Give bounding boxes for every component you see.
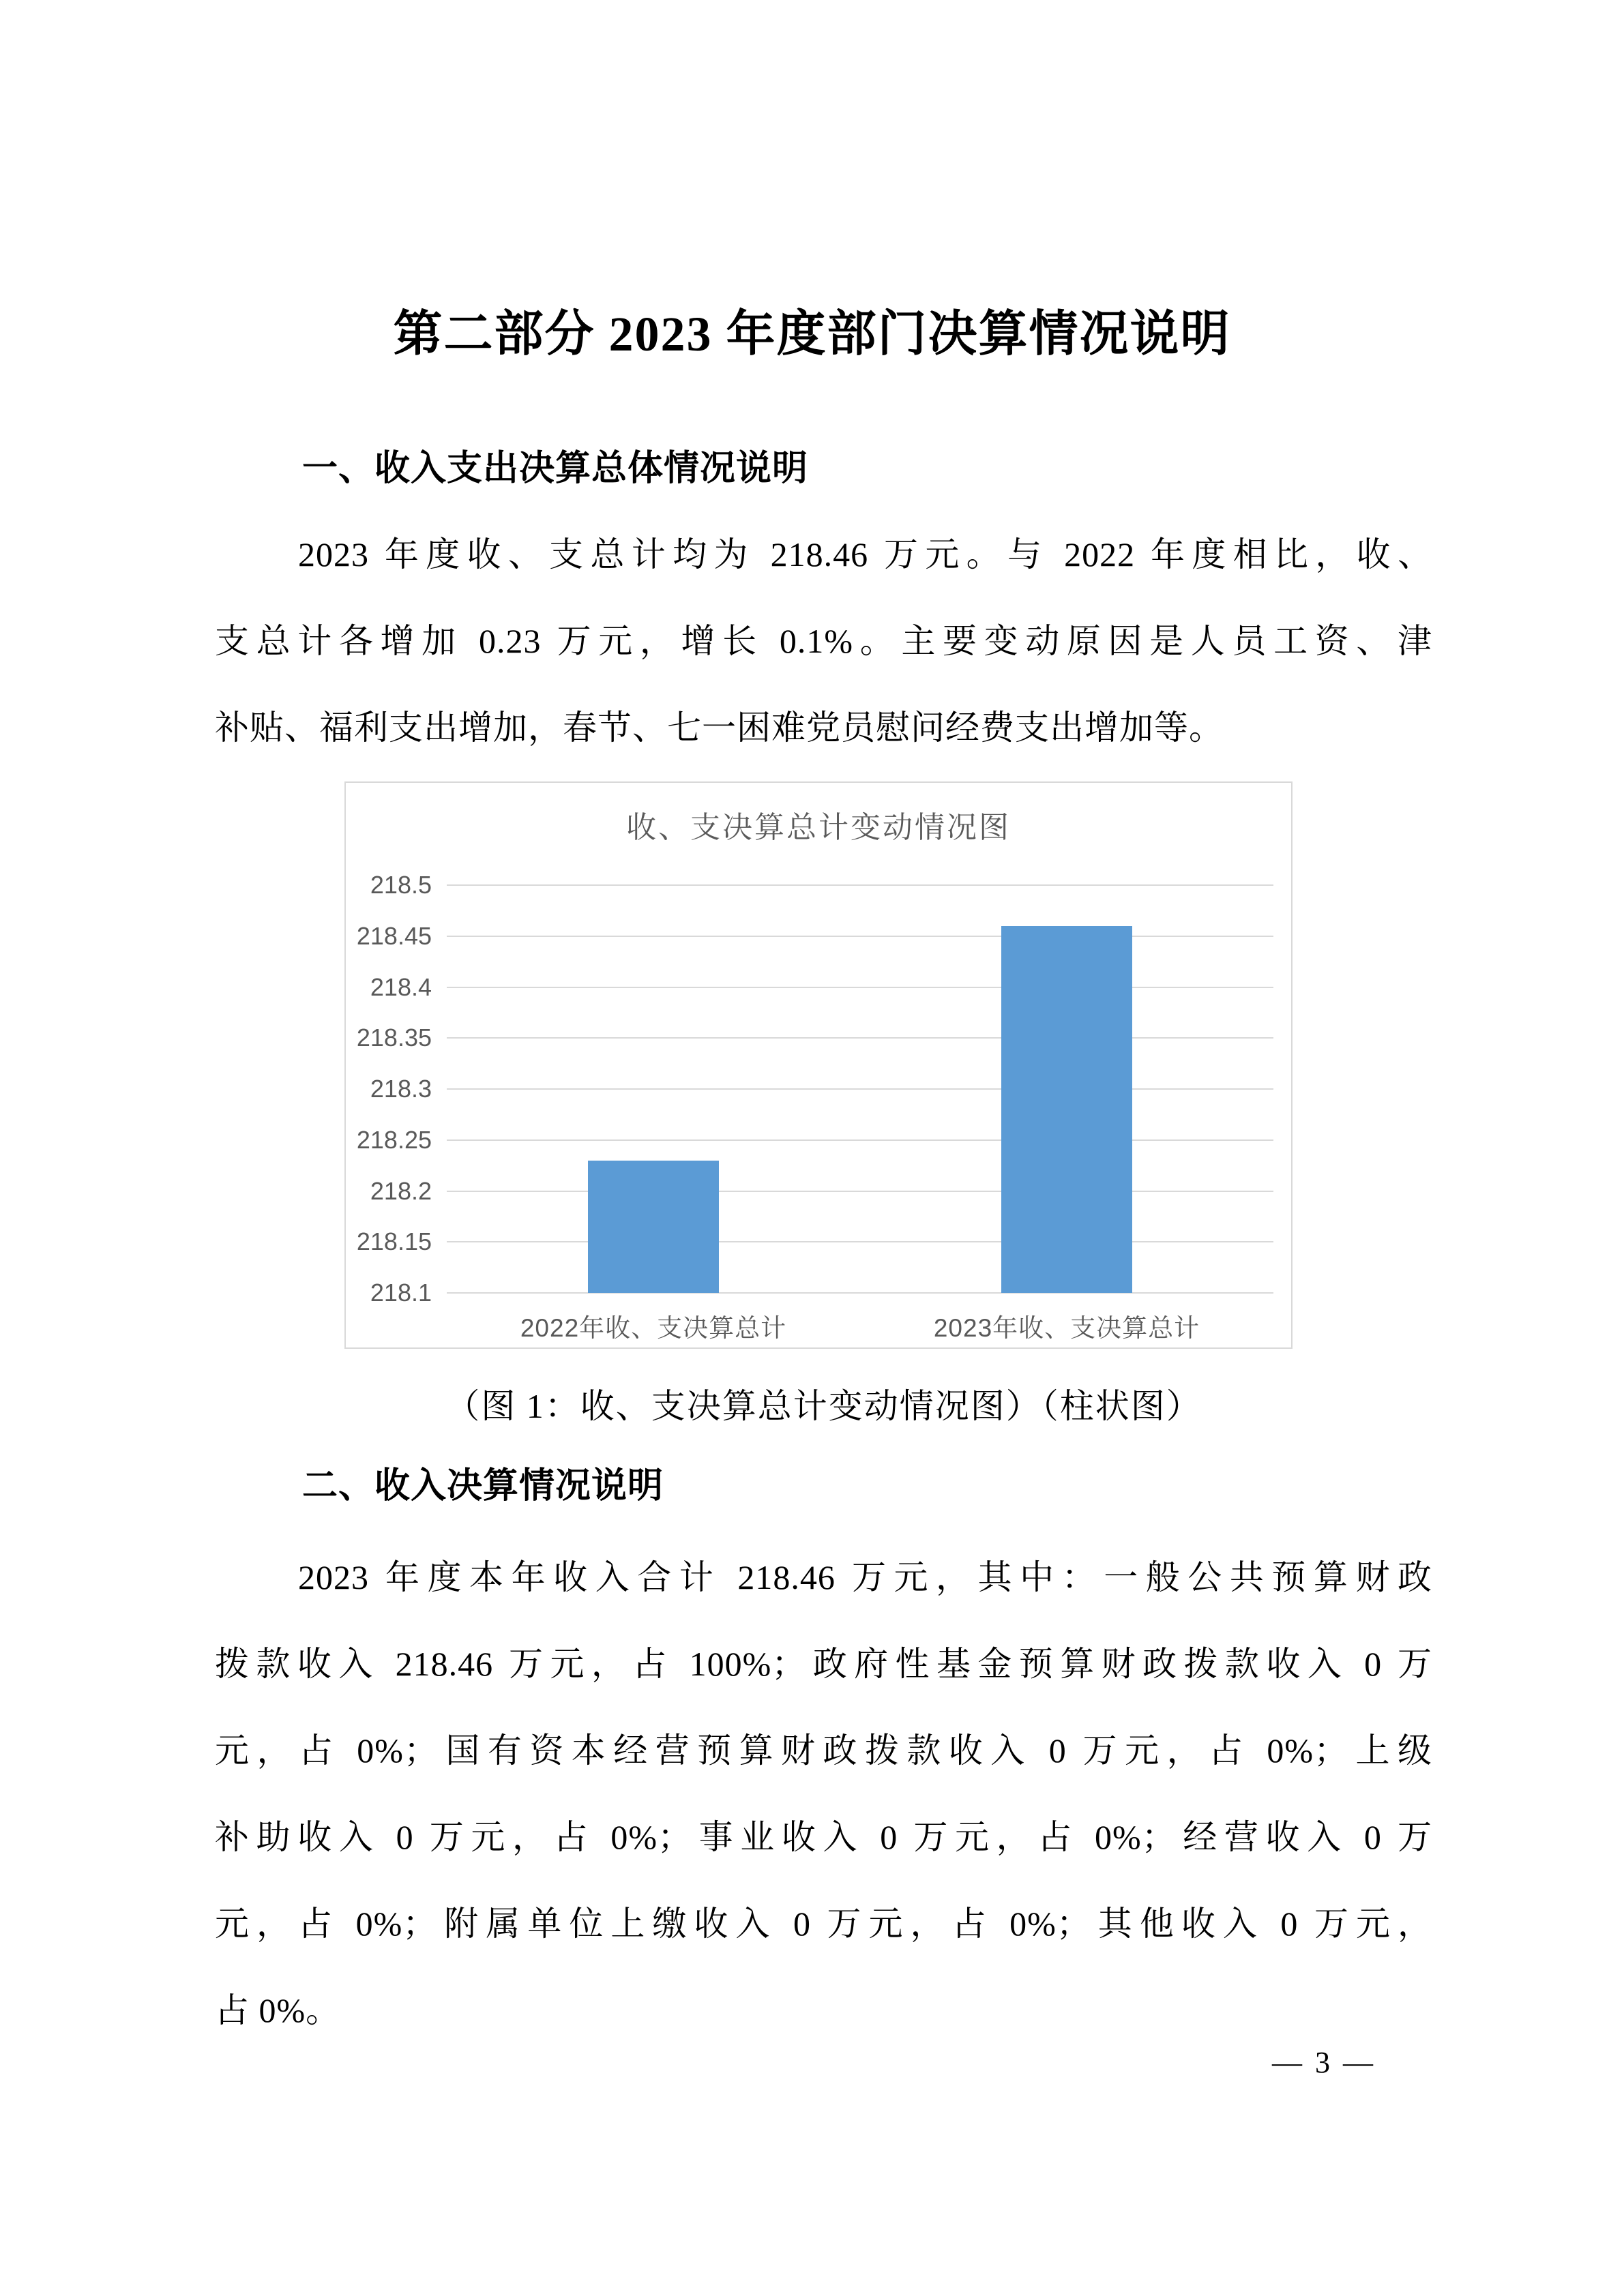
y-axis-tick-label: 218.5 xyxy=(370,871,432,899)
y-axis-tick-label: 218.1 xyxy=(370,1279,432,1307)
body-paragraph-2 xyxy=(215,1534,1432,2054)
body-line: 补助收入 0 万元，占 0%；事业收入 0 万元，占 0%；经营收入 0 万 xyxy=(215,1818,1432,1856)
section-heading-1: 一、收入支出决算总体情况说明 xyxy=(302,449,809,488)
body-line: 支总计各增加 0.23 万元，增长 0.1%。主要变动原因是人员工资、津 xyxy=(215,622,1432,660)
section-heading-2: 二、收入决算情况说明 xyxy=(302,1466,664,1506)
body-line: 元，占 0%；附属单位上缴收入 0 万元，占 0%；其他收入 0 万元， xyxy=(215,1905,1432,1943)
gridline xyxy=(447,987,1273,988)
bar-chart-figure xyxy=(344,781,1293,1349)
y-axis-tick-label: 218.15 xyxy=(356,1227,432,1256)
x-axis-category-label: 2022年收、支决算总计 xyxy=(520,1314,787,1342)
body-paragraph-1 xyxy=(215,511,1432,771)
chart-x-axis xyxy=(447,1307,1273,1347)
gridline xyxy=(447,1088,1273,1090)
x-axis-category-label: 2023年收、支决算总计 xyxy=(933,1314,1200,1342)
y-axis-tick-label: 218.4 xyxy=(370,972,432,1001)
y-axis-tick-label: 218.35 xyxy=(356,1024,432,1052)
gridline xyxy=(447,936,1273,937)
body-line: 拨款收入 218.46 万元，占 100%；政府性基金预算财政拨款收入 0 万 xyxy=(215,1645,1432,1683)
y-axis-tick-label: 218.45 xyxy=(356,921,432,950)
gridline xyxy=(447,884,1273,886)
body-line: 元，占 0%；国有资本经营预算财政拨款收入 0 万元，占 0%；上级 xyxy=(215,1731,1432,1770)
gridline xyxy=(447,1292,1273,1294)
chart-y-axis xyxy=(346,871,437,1307)
chart-plot-area xyxy=(447,885,1273,1293)
y-axis-tick-label: 218.3 xyxy=(370,1075,432,1103)
gridline xyxy=(447,1037,1273,1039)
gridline xyxy=(447,1139,1273,1141)
document-title: 第二部分 2023 年度部门决算情况说明 xyxy=(393,307,1231,361)
bar xyxy=(1001,926,1132,1293)
bar xyxy=(588,1161,718,1293)
body-line: 2023 年度收、支总计均为 218.46 万元。与 2022 年度相比，收、 xyxy=(298,535,1432,573)
gridline xyxy=(447,1191,1273,1192)
body-line: 2023 年度本年收入合计 218.46 万元，其中：一般公共预算财政 xyxy=(298,1558,1432,1596)
chart-title: 收、支决算总计变动情况图 xyxy=(626,811,1011,844)
gridline xyxy=(447,1241,1273,1242)
y-axis-tick-label: 218.2 xyxy=(370,1176,432,1205)
figure-caption: （图 1：收、支决算总计变动情况图）（柱状图） xyxy=(445,1387,1202,1425)
body-line: 占 0%。 xyxy=(215,1991,341,2029)
body-line: 补贴、福利支出增加，春节、七一困难党员慰问经费支出增加等。 xyxy=(215,709,1224,747)
y-axis-tick-label: 218.25 xyxy=(356,1125,432,1154)
page-number: — 3 — xyxy=(1272,2046,1376,2079)
